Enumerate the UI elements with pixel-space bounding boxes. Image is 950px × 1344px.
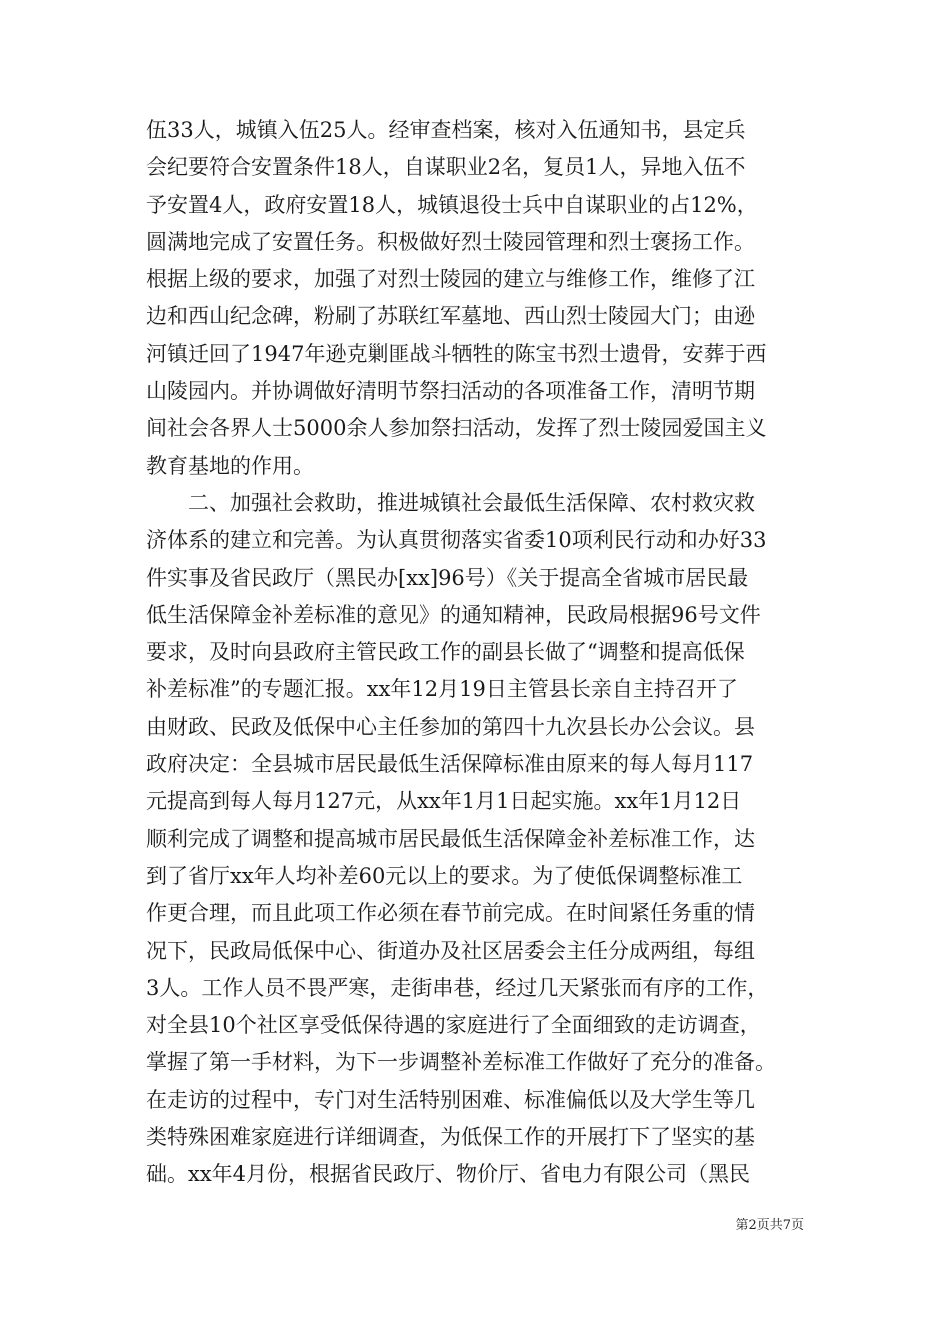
text-line: 根据上级的要求，加强了对烈士陵园的建立与维修工作，维修了江: [146, 267, 755, 292]
text-line: 低生活保障金补差标准的意见》的通知精神，民政局根据96号文件: [146, 602, 761, 627]
text-line: 济体系的建立和完善。为认真贯彻落实省委10项利民行动和办好33: [146, 528, 767, 553]
text-line: 3人。工作人员不畏严寒，走街串巷，经过几天紧张而有序的工作，: [146, 975, 769, 1000]
document-body: [146, 112, 836, 1194]
text-line: 圆满地完成了安置任务。积极做好烈士陵园管理和烈士褒扬工作。: [146, 229, 755, 254]
text-line: 间社会各界人士5000余人参加祭扫活动，发挥了烈士陵园爱国主义: [146, 416, 767, 441]
text-line: 边和西山纪念碑，粉刷了苏联红军墓地、西山烈士陵园大门；由逊: [146, 304, 755, 329]
text-line: 要求，及时向县政府主管民政工作的副县长做了“调整和提高低保: [146, 640, 745, 665]
text-line: 顺利完成了调整和提高城市居民最低生活保障金补差标准工作，达: [146, 826, 755, 851]
text-line: 予安置4人，政府安置18人，城镇退役士兵中自谋职业的占12%，: [146, 192, 758, 217]
text-line: 在走访的过程中，专门对生活特别困难、标准偏低以及大学生等几: [146, 1087, 755, 1112]
text-line: 件实事及省民政厅（黑民办[xx]96号）《关于提高全省城市居民最: [146, 565, 749, 590]
text-line: 政府决定：全县城市居民最低生活保障标准由原来的每人每月117: [146, 752, 754, 777]
text-line: 山陵园内。并协调做好清明节祭扫活动的各项准备工作，清明节期: [146, 379, 755, 404]
text-line: 到了省厅xx年人均补差60元以上的要求。为了使低保调整标准工: [146, 863, 743, 888]
paragraph-start-line: 二、加强社会救助，推进城镇社会最低生活保障、农村救灾救: [188, 490, 755, 515]
text-line: 况下，民政局低保中心、街道办及社区居委会主任分成两组，每组: [146, 938, 755, 963]
text-line: 元提高到每人每月127元，从xx年1月1日起实施。xx年1月12日: [146, 789, 742, 814]
text-line: 础。xx年4月份，根据省民政厅、物价厅、省电力有限公司（黑民: [146, 1162, 751, 1187]
text-line: 掌握了第一手材料，为下一步调整补差标准工作做好了充分的准备。: [146, 1050, 776, 1075]
text-line: 作更合理，而且此项工作必须在春节前完成。在时间紧任务重的情: [146, 901, 755, 926]
text-line: 河镇迁回了1947年逊克剿匪战斗牺牲的陈宝书烈士遗骨，安葬于西: [146, 341, 767, 366]
text-line: 伍33人，城镇入伍25人。经审查档案，核对入伍通知书，县定兵: [146, 118, 746, 142]
text-line: 对全县10个社区享受低保待遇的家庭进行了全面细致的走访调查，: [146, 1013, 761, 1038]
text-line: 类特殊困难家庭进行详细调查，为低保工作的开展打下了坚实的基: [146, 1125, 755, 1150]
text-line: 补差标准”的专题汇报。xx年12月19日主管县长亲自主持召开了: [146, 677, 738, 702]
page-number-footer: 第2页共7页: [735, 1218, 804, 1233]
text-line: 教育基地的作用。: [146, 453, 314, 478]
text-line: 由财政、民政及低保中心主任参加的第四十九次县长办公会议。县: [146, 714, 755, 739]
text-line: 会纪要符合安置条件18人，自谋职业2名，复员1人，异地入伍不: [146, 155, 746, 180]
